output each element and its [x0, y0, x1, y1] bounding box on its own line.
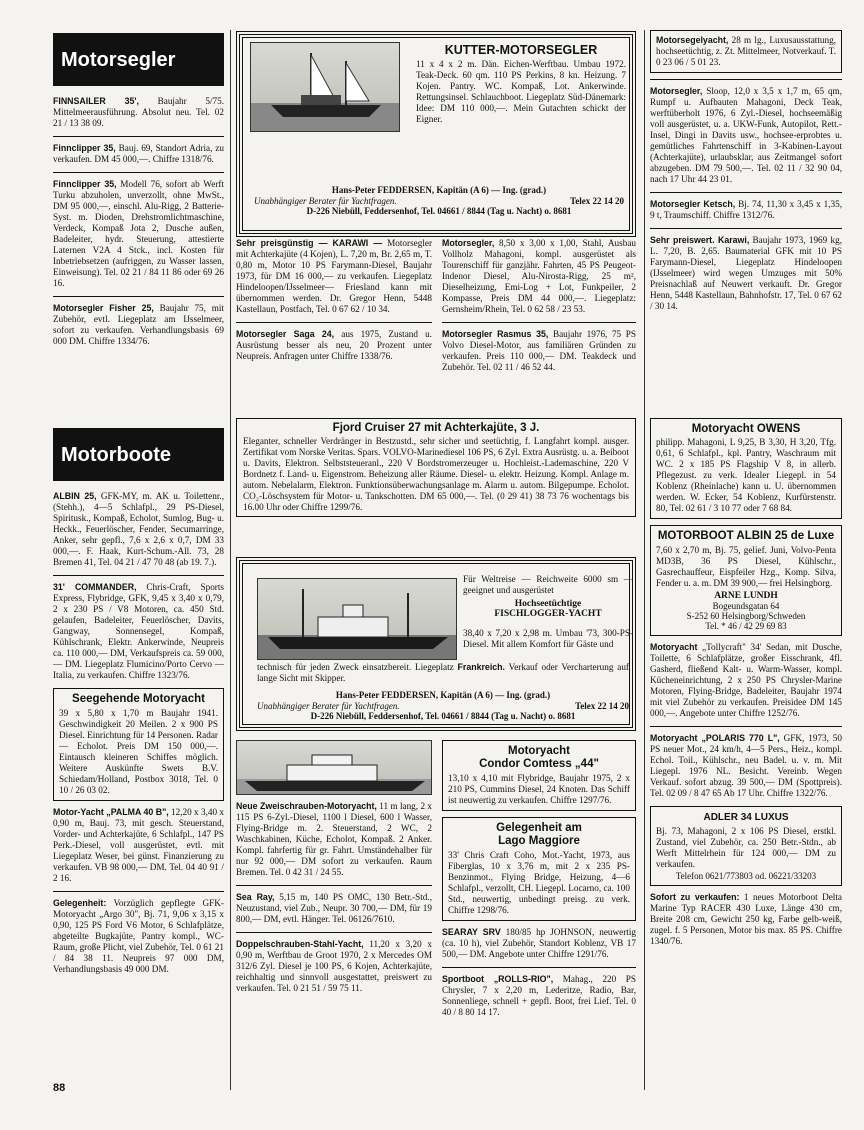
- ad-body: Baujahr 5/75. Mittelmeerausführung. Absolut neu. Tel. 02 21 / 13 38 09.: [53, 96, 224, 128]
- classified-ad: [53, 143, 224, 165]
- ad-body: 11,20 x 3,20 x 0,90 m, Werftbau de Groot 1970, 2 x Mercedes OM 312/6 Zyl. Diesel je 100 PS, 6 Kojen, Achterkajüte, reichhaltig und sinnvoll ausgestattet, preiswert zu verkaufen. Tel. 0 21 51 / 59 75 11.: [236, 939, 432, 993]
- ad-text: Eleganter, schneller Verdränger in Bestzustd., sehr sicher und seetüchtig, f. Langfahrt kompl. ausger. Zertifikat vom Norske Veritas. Spars. VOLVO-Marinediesel 106 PS, 6 Zyl. Extra Ausrüstg. u. a. Beiboot u. Davits, Elektron. Selbststeueranl., 220 V Bordstromerzeuger u. Hochleist.-Lademaschine, 220 V Bordnetz f. Land- u. Eigenstrom. Beheizung aller Räume. Diesel- u. elektr. Heizung. Kompl. Anlage m. autom. Nebelalarm, Elektron. Funktionsüberwachungsanlage m. Alarm u. autom. Bilgepumpe. Echolot. CO₂-Löschsystem für Motor- u. Tankschotten. DM 65 000,—. Tel. (0 29 41) 38 73 76 wochentags bis 16.00 Uhr oder Chiffre 1299/76.: [243, 436, 629, 512]
- ad-headline: Neue Zweischrauben-Motoryacht,: [236, 801, 377, 811]
- contact-telex: Telex 22 14 20: [570, 195, 624, 206]
- ad-divider: [236, 932, 432, 933]
- ad-headline: Motorsegler,: [442, 238, 495, 248]
- ad-text: technisch für jeden Zweck einsatzbereit. Liegeplatz Frankreich. Verkauf oder Vercharterung auf lange Sicht mit Skipper.: [257, 662, 629, 683]
- classified-ad: [650, 642, 842, 719]
- ad-body: Bj. 74, 11,30 x 3,45 x 1,35, 9 t, Traumschiff. Chiffre 1312/76.: [650, 199, 842, 220]
- ad-headline: Motorsegler Rasmus 35,: [442, 329, 549, 339]
- ad-headline: Finnclipper 35,: [53, 179, 117, 189]
- ad-headline: FINNSAILER 35',: [53, 96, 139, 106]
- ad-divider: [650, 192, 842, 193]
- contact-phone: Tel. * 46 / 42 29 69 83: [705, 621, 787, 631]
- classified-ad: [53, 96, 224, 129]
- ad-title-1: Hochseetüchtige: [514, 599, 582, 609]
- ad-intro: Für Weltreise — Reichweite 6000 sm — geeignet und ausgerüstet: [463, 574, 633, 595]
- classified-ad: [236, 329, 432, 362]
- column-1: [53, 30, 224, 354]
- ad-title: MOTORBOOT ALBIN 25 de Luxe: [657, 530, 835, 542]
- ad-headline: Motorsegler Ketsch,: [650, 199, 736, 209]
- classified-ad: [236, 939, 432, 994]
- ad-divider: [236, 885, 432, 886]
- ads-col3-top: [650, 30, 842, 312]
- classified-ad: [236, 238, 432, 315]
- ad-fischlogger-yacht: [239, 560, 633, 728]
- ad-text: 13,10 x 4,10 mit Flybridge, Baujahr 1975, 2 x 210 PS, Cummins Diesel, 24 Knoten. Das Schiff ist neuwertig zu verkaufen. Chiffre 1297/76.: [448, 773, 630, 805]
- col2-right-top: [442, 238, 636, 380]
- classified-ad: [650, 199, 842, 221]
- column-1-motorboote: [53, 428, 224, 982]
- ads-col3-mid: [650, 642, 842, 799]
- contact-address-2: S-252 60 Helsingborg/Schweden: [686, 611, 806, 621]
- ad-title: Fjord Cruiser 27 mit Achterkajüte, 3 J.: [332, 422, 540, 434]
- column-2: [236, 30, 636, 244]
- ad-headline: Sofort zu verkaufen:: [650, 892, 740, 902]
- classified-ad: [650, 86, 842, 185]
- ad-body: GFK, 1973, 50 PS neuer Mot., 24 km/h, 4—5 Pers., Heiz., kompl. Echol. Toil., Kühlschr., neu Badel. u. v. m. Mit Liegepl. 1976 NL. Besicht. Vereinb. Wegen Verkauf. sofort abzug. 39 500,— DM (Spottpreis). Tel. 02 09 / 8 47 65 Ab 17 Uhr. Chiffre 1322/76.: [650, 733, 842, 798]
- ad-headline: Finnclipper 35,: [53, 143, 116, 153]
- motorsegler-ads-col1: [53, 96, 224, 347]
- ad-headline: Doppelschrauben-Stahl-Yacht,: [236, 939, 364, 949]
- sailboat-photo: [250, 42, 400, 132]
- col2-right-bottom: [442, 740, 636, 1025]
- ad-text: 7,60 x 2,70 m, Bj. 75, gelief. Juni, Volvo-Penta MD3B, 36 PS Diesel, Kühlschr., Gasrechauffeur, Eispfeiler Hzg., Komp. Silva, Fender u. a. m. DM 39 900,— frei Helsingborg.: [656, 545, 836, 588]
- classified-ad: [442, 927, 636, 960]
- ad-title-1: Gelegenheit am: [496, 822, 582, 834]
- ad-headline: Motoryacht „POLARIS 770 L",: [650, 733, 780, 743]
- ad-text: 11 x 4 x 2 m. Dän. Eichen-Werftbau. Umbau 1972. Teak-Deck. 60 qm. 110 PS Perkins, 8 kn. Heizung. 7 Kojen. Pantry. WC. Kompaß, Lot. Ankerwinde. Rettungsinsel. Schlauchboot. Liegeplatz Süd-Dänemark: Idee: DM 110 000,—. Mein Gutachten schickt der Eigner.: [416, 59, 626, 124]
- contact-address: D-226 Niebüll, Feddersenhof, Tel. 04661 / 8844 (Tag u. Nacht) o. 8681: [310, 711, 576, 721]
- ad-body: aus 1975, Zustand u. Ausrüstung besser als neu, 20 Prozent unter Neupreis. Anfragen unter Chiffre 1338/76.: [236, 329, 432, 361]
- ad-body: 12,20 x 3,40 x 0,90 m, Bauj. 73, mit gesch. Steuerstand, Vorder- und Achterkajüte, 6 Schlafpl., 147 PS Perk.-Diesel, voll ausgerüstet, evtl. mit Liegeplatz Weser, bei günst. Finanzierung zu verkaufen. VB 98 000,— DM. Tel. 04 40 91 / 2 16.: [53, 807, 224, 883]
- ad-divider: [53, 172, 224, 173]
- classified-ad: [442, 329, 636, 373]
- ad-divider: [650, 726, 842, 727]
- ad-body: Baujahr 75, mit Zubehör, evtl. Liegeplatz am IJsselmeer, sofort zu verkaufen. Verhandlungsbasis 69 000 DM. Chiffre 1334/76.: [53, 303, 224, 346]
- classified-ad: [650, 892, 842, 947]
- ad-divider: [53, 136, 224, 137]
- motoryacht-photo: [236, 740, 432, 795]
- classified-ad: [53, 582, 224, 681]
- ad-headline: Motorsegler Fisher 25,: [53, 303, 154, 313]
- ad-headline: Motorsegelyacht,: [656, 35, 729, 45]
- ad-body: Baujahr 1973, 1969 kg, L. 7,20, B. 2,65. Baumaterial GFK mit 10 PS Farymann-Diesel, Liegeplatz Hindeloopen (IJsselmeer) wird wegen Umzuges mit 50% Preisnachlaß auf Neuwert verkauft. Dr. Gregor Henn, 5448 Kastellaun, Bahnhofstr. 17, Tel. 0 67 62 / 30 14.: [650, 235, 842, 311]
- classified-ad: [236, 892, 432, 925]
- ship-image: [258, 579, 457, 660]
- column-rule-2: [644, 30, 645, 1090]
- contact-address-1: Bogeundsgatan 64: [712, 601, 780, 611]
- column-3: [650, 30, 842, 319]
- ad-headline: Gelegenheit:: [53, 898, 107, 908]
- ad-lago-maggiore: [442, 817, 636, 921]
- ad-body: Mahag., 220 PS Chrysler, 7 x 2,20 m, Lederitze, Radio, Bar, Sonnenliege, schnell + gepfl. Boot, frei Lief. Tel. 0 40 / 8 80 14 17.: [442, 974, 636, 1017]
- ad-body: 11 m lang, 2 x 115 PS 6-Zyl.-Diesel, 1100 l Diesel, 600 l Wasser, Flying-Bridge m. 2. Steuerstand, 2 WC, 2 Waschkabinen, Küche, Echolot, Kompaß. 2 Anker. Kompl. fahrfertig für gr. Fahrt. Umständehalber für nur 92 000,— DM sofort zu verkaufen. Raum Bremen. Tel. 0 42 31 / 24 55.: [236, 801, 432, 877]
- ads-col2-left-bottom: [236, 801, 432, 994]
- ad-body: Baujahr 1976, 75 PS Volvo Diesel-Motor, aus familiären Gründen zu verkaufen. Preis 110 000,— DM. Teakdeck und Zubehör. Tel. 02 11 / 46 52 44.: [442, 329, 636, 372]
- classified-ad: [650, 30, 842, 73]
- ad-title-2: FISCHLOGGER-YACHT: [494, 609, 602, 619]
- ad-headline: Sea Ray,: [236, 892, 275, 902]
- ad-headline: 31' COMMANDER,: [53, 582, 137, 592]
- contact-telex: Telex 22 14 20: [575, 700, 629, 711]
- sailboat-image: [251, 43, 400, 132]
- ad-body: Bauj. 69, Standort Adria, zu verkaufen. DM 45 000,—. Chiffre 1318/76.: [53, 143, 224, 164]
- ad-albin25-deluxe: [650, 525, 842, 636]
- ad-headline: Motor-Yacht „PALMA 40 B",: [53, 807, 169, 817]
- ad-fjord-cruiser: [236, 418, 636, 517]
- section-heading-motorsegler: Motorsegler: [53, 33, 224, 86]
- ad-headline: Sportboot „ROLLS-RIO",: [442, 974, 554, 984]
- col3-owens: [650, 418, 842, 954]
- contact-role: Unabhängiger Berater für Yachtfragen.: [257, 700, 400, 711]
- ad-headline: Motorsegler Saga 24,: [236, 329, 335, 339]
- col2-fjord: [236, 418, 636, 523]
- ad-body: 1 neues Motorboot Delta Marine Typ RACER 430 Luxe, Länge 430 cm, Breite 208 cm, Gewicht 250 kg, Farbe gelb-weiß, zugel. f. 5 Personen, Motor bis max. 85 PS. Chiffre 1340/76.: [650, 892, 842, 946]
- contact-name: Hans-Peter FEDDERSEN, Kapitän (A 6) — Ing. (grad.): [335, 690, 551, 700]
- ad-title-2: Lago Maggiore: [498, 835, 580, 847]
- ad-body: Sloop, 12,0 x 3,5 x 1,7 m, 65 qm, Rumpf u. Aufbauten Mahagoni, Deck Teak, werftüberholt 1976, 6 Zyl.-Diesel, hochseemäßig voll ausgerüstet, u. a. UKW-Funk, Autopilot, Rett.-Insel, Dingi in Davits usw., hochsee-erprobtes u. gemütliches Fahrtenschiff in 3-Kabinen-Layout (Achterkajüte), urlaubsklar, aus Zeitmangel sofort abzugeben. DM 79 500,—. Tel. 02 11 / 32 90 04, nach 17 Uhr 44 23 01.: [650, 86, 842, 184]
- ad-text: 33' Chris Craft Coho, Mot.-Yacht, 1973, aus Fiberglas, 10 x 3,76 m, mit 2 x 235 PS-Benzinmot., Flying Bridge, Heizung, 4—6 Schlafpl., verzollt, CH. Liegepl. Locarno, ca. 100 Std., neuwertig, unbedingt preisg. zu verk. Chiffre 1298/76.: [448, 850, 630, 915]
- ad-body: 28 m lg., Luxusausstattung, hochseetüchtig, z. Zt. Mittelmeer, Notverkauf. T. 0 23 06 / 5 01 23.: [656, 35, 836, 67]
- ad-divider: [53, 296, 224, 297]
- ad-body: „Tollycraft" 34' Sedan, mit Dusche, Toilette, 6 Schlafplätze, großer Eisschrank, 4fl. Gasherd, fließend Kalt- u. Warm-Wasser, kompl. Kücheneinrichtung, 2 x 250 PS Chrysler-Marine Motoren, Flying-Bridge, Badeleiter, Baujahr 1974 mit viel Zubehör zu verkaufen. Preisidee DM 145 000,—. Angebote unter Chiffre 1252/76.: [650, 642, 842, 718]
- classified-ad: [53, 179, 224, 289]
- contact-name: Hans-Peter FEDDERSEN, Kapitän (A 6) — Ing. (grad.): [331, 185, 547, 195]
- contact-phone: Telefon 0621/773803 od. 06221/33203: [675, 871, 817, 881]
- col2-left-bottom: [236, 740, 432, 1001]
- contact-role: Unabhängiger Berater für Yachtfragen.: [254, 195, 397, 206]
- ad-divider: [442, 322, 636, 323]
- classified-ad: [236, 801, 432, 878]
- ad-divider: [650, 79, 842, 80]
- ad-title: Motoryacht OWENS: [691, 423, 801, 435]
- ad-headline: Sehr preiswert. Karawi,: [650, 235, 750, 245]
- ad-divider: [442, 967, 636, 968]
- section-heading-motorboote: Motorboote: [53, 428, 224, 481]
- classified-ad: [442, 974, 636, 1018]
- motorboote-ads-col1-end: [53, 807, 224, 975]
- ad-headline: Motoryacht: [650, 642, 698, 652]
- ad-body: Vorzüglich gepflegte GFK-Motoryacht „Argo 30", Bj. 71, 9,06 x 3,15 x 0,90, 125 PS Ford V6 Motor, 6 Schlafplätze, abgeteilte Bugkajüte, Pantry kompl., WC-Raum, große Plicht, viel Zubehör, Tel. 0 61 21 / 84 38 11. Neupreis 97 000 DM, Verhandlungsbasis 49 000 DM.: [53, 898, 224, 974]
- ad-title: ADLER 34 LUXUS: [703, 812, 789, 823]
- ad-title-1: Motoryacht: [508, 745, 570, 757]
- ad-body: Motorsegler mit Achterkajüte (4 Kojen), L. 7,20 m, Br. 2,65 m, T. 0,80 m, Motor 10 PS Farymann-Diesel, Baujahr 1973, für DM 16 000,— zu verkaufen. Liegeplatz Hindeloopen/IJsselmeer— Friesland kann mit übernommen werden. Dr. Gregor Henn, 5448 Kastellaun, Postfach, Tel. 0 67 62 / 10 34.: [236, 238, 432, 314]
- ad-kutter-motorsegler: [239, 34, 633, 234]
- ad-divider: [53, 575, 224, 576]
- contact-address: D-226 Niebüll, Feddersenhof, Tel. 04661 / 8844 (Tag u. Nacht) o. 8681: [306, 206, 572, 216]
- ad-headline: ALBIN 25,: [53, 491, 97, 501]
- classified-ad: [53, 807, 224, 884]
- classified-ad: [650, 733, 842, 799]
- ad-title-2: Condor Comtess „44": [479, 758, 599, 770]
- contact-name: ARNE LUNDH: [714, 591, 778, 601]
- ad-divider: [236, 322, 432, 323]
- motoryacht-image: [237, 741, 432, 795]
- col2-fischlogger: [236, 556, 636, 738]
- col2-left-top: [236, 238, 432, 369]
- ad-motoryacht-owens: [650, 418, 842, 519]
- ads-col2-right-top: [442, 238, 636, 373]
- ad-adler34-luxus: [650, 806, 842, 886]
- classified-ad: [53, 303, 224, 347]
- ad-body: 8,50 x 3,00 x 1,00, Stahl, Ausbau Vollholz Mahagoni, kompl. ausgerüstet als Tourenschiff für ganzjähr. Fahrten, 45 PS Peugeot-Indenor Diesel, Alu-Nirosta-Rigg, 25 m², Dieselheizung, Emi-Log + Lot, Funkpeiler, 2 Kompasse, Preis DM 44 000,—. Liegeplatz: Gernsheim/Rhein, Tel. 0 62 58 / 23 53.: [442, 238, 636, 314]
- ship-photo: [257, 578, 457, 660]
- classified-ad: [53, 898, 224, 975]
- column-rule-1: [230, 30, 231, 1090]
- ad-headline: Motorsegler,: [650, 86, 703, 96]
- ads-col3-end: [650, 892, 842, 947]
- classified-ad: [442, 238, 636, 315]
- ad-seegehende-motoryacht: [53, 688, 224, 801]
- ad-headline: SEARAY SRV: [442, 927, 501, 937]
- classified-ad: [53, 491, 224, 568]
- ad-body: 5,15 m, 140 PS OMC, 130 Betr.-Std., Neuzustand, viel Zub., Neupr. 30 700,— DM, für 19 800,— DM, evtl. Hänger. Tel. 06126/7610.: [236, 892, 432, 924]
- ad-divider: [53, 891, 224, 892]
- motorboote-ads-col1: [53, 491, 224, 681]
- ad-title: Seegehende Motoryacht: [72, 693, 205, 705]
- ad-body: GFK-MY, m. AK u. Toilettenr., (Stehh.), 4—5 Schlafpl., 29 PS-Diesel, Spiritusk., Kompaß, Echolot, Sumlog, Bug- u. Heckk., Feuerlöscher, Fender, Secumarringe, Anker, sehr gepfl., 7,6 x 2,6 x 0,7, DM 33 000,—. F. Haak, Kurt-Schum.-All. 73, 28 Bremen 41, Tel. 04 21 / 47 70 48 (ab 19. 7.).: [53, 491, 224, 567]
- ad-body: 180/85 hp JOHNSON, neuwertig (ca. 10 h), viel Zubehör, Standort Koblenz, VB 17 500,— DM. Angebote unter Chiffre 1291/76.: [442, 927, 636, 959]
- ad-condor-comtess: [442, 740, 636, 811]
- ad-headline: Sehr preisgünstig — KARAWI —: [236, 238, 383, 248]
- ad-text: philipp. Mahagoni, L 9,25, B 3,30, H 3,20, Tfg. 0,61, 6 Schlafpl., kpl. Pantry, Waschraum mit WC. 2 x 185 PS Flagship V 8, in allerb. Pflegezust. zu verk. Idealer Liegepl. in 54 Koblenz (Rheinlache) kann u. U. übernommen werden. W. Ecker, 54 Koblenz, Kurfürstenstr. 80, Tel. 02 61 / 3 10 77 oder 7 68 84.: [656, 437, 836, 513]
- ad-title: KUTTER-MOTORSEGLER: [444, 43, 598, 57]
- ad-text-narrow: 38,40 x 7,20 x 2,98 m. Umbau '73, 300-PS-Diesel. Mit allem Komfort für Gäste und: [463, 628, 633, 649]
- page-number: 88: [53, 1082, 66, 1094]
- ad-body: Chris-Craft, Sports Express, Flybridge, GFK, 9,45 x 3,40 x 0,79, 2 x 230 PS / V8 Motoren, ca. 450 Std. gelaufen, Badeleiter, Feuerlöscher, Davits, Gangway, Sonnensegel, Kompaß, Kühlschrank, Elektr. Ankerwinde, Neupreis ca. 110 000,— DM, Verkaufspreis ca. 59 000,— DM. Liegeplatz Flumicino/Porto Cervo — Italia, zu verkaufen. Chiffre 1323/76.: [53, 582, 224, 680]
- ad-text: Bj. 73, Mahagoni, 2 x 106 PS Diesel, erstkl. Zustand, viel Zubehör, ca. 250 Betr.-Stdn., ab Werft Mittelrhein für 124 000,— DM zu verkaufen.: [656, 826, 836, 869]
- ads-col2-left-top: [236, 238, 432, 362]
- classified-ad: [650, 235, 842, 312]
- ads-col2-right-bottom: [442, 927, 636, 1018]
- ad-text: 39 x 5,80 x 1,70 m Baujahr 1941. Geschwindigkeit 20 Meilen. 2 x 900 PS Diesel. Einrichtung für 14 Personen. Radar — Echolot. Preis DM 150 000,—. Eintausch kleineren Schiffes möglich. Weitere Auskünfte Swets B.V. Schiedam/Holland, Postbox 3018, Tel. 0 10 / 26 03 02.: [59, 708, 218, 795]
- ad-body: Modell 76, sofort ab Werft Turku abzuholen, unverzollt, ohne MwSt., DM 95 000,—, einschl. Alu-Rigg, 2 Batterie-Syst. m. Dioden, Drehstromlichtmaschine, Verdeck, Kompaß Jota 2, Dusche außen, Badeleiter, hydr. Steuerung, attestierte Laternen V2A 4 Stck., incl. Kosten für Inbetriebsetzen (aufriggen, zu Wasser lassen, Einweisung). Tel. 02 21 / 84 11 86 oder 69 26 16.: [53, 179, 224, 288]
- ad-divider: [650, 228, 842, 229]
